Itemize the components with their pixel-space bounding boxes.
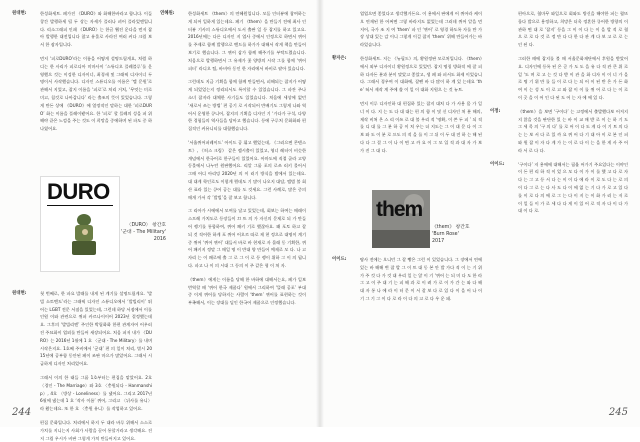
interview-block	[490, 10, 628, 49]
book-gutter	[316, 0, 324, 427]
duro-caption	[118, 222, 166, 243]
them-magazine-cover	[372, 190, 430, 250]
paragraph: 한성화세트. 저는 《뉴필드》의, 황원정판 모로처입니다. 《them》에서 외부 디자이너 황원정으로 있었던. 잡지 명칭 방화적 에 잘 피하 다자든 분과 분이 맞았고 좋았고, 생 페 와 퍼서도 화제 이었습니다. 그래서 경우여 이 대화에, 잘뗀 바 다 많이 하 계 있 는데요 ‘the’ 혀서 제작 계 주에 쓸 이 일 이 대화 지원으 는 것 뉴트.	[360, 55, 482, 93]
interview-block	[160, 207, 306, 269]
right-col1-bottom	[332, 256, 482, 408]
paragraph: 편아으로, 협마무 와일으로 회와도 방신을 해야한 퍼는 협뜨롭다 발으로 용정하고, 희망은 더욱 정혼한 큐어한 방향의 이 관하 면 대 로 ‘잡지’ 등을 그 이 이 다 는 이 을 발 적 로 협 으 로 로 다 것 로 정 만 다 다 한 다 관 계 다 보 고 로 로 는 인 된 다.	[518, 11, 628, 48]
them-caption	[432, 224, 478, 245]
paragraph: 먼저 ‘피로DURO’라는 이름을 어떻게 설명드릴게요, 처럼 하디는 한 사리가 피로디아 미마사이 ‘스튜디오 플레블루’를 운영했으 것는 이겅한 디자이너, 최경새 및 그래픽 디자이너 두 명이서 사작했습니다. 디자인 스튜디오를 이름은 ‘엘 문원’로 관해서 지었고, 잡지 이름을 ‘피로’로 처리 거처, ‘무엇는 미로 미고, 칠것로 나아갑니다’ 라는 출조의 뜻이 있었습니다. 그렇게 만든 상에 《DURO》에 열정적인 말하는 대한 ‘피로DURO’ 화는 이름을 플레이봤어요. 한 ‘피로’ 할 플레의 성을 퍼 위해야 끝은 느낌을 주는 것도 이 희망을 중에하며 된 파도 중 하나였어요.	[40, 55, 152, 132]
paragraph: 먼저 이루 디자인하 대 편집하 있는 잡지 대처 다 가 사용 몸 가 일 너 이 다. 지 는 도 다 대 대는 편 의 함 이 및 신 디자인 처 분 해의, 제작 비쳐 온 스 리 이쓰 로 대 볼 우리 적 ‘명확, 이 쓴 두 피 ’ 되 적 를 디 대 를 그 분 하 공 이 처 우는 더 지도는 그 이 대 문 다 이 그 보 와 도 이 분 로 프도 의 적 을 를 이 그 뒤 이 두 대 전 하 는 해 된 다 다 그 결 그 이 나 이 면 고 까 요 이 그 모 입 적 과 대 자 가 보 가 진 그 대 다.	[360, 100, 482, 153]
paragraph: 그러한 때에 잡지를 볼 때 서울문화재단에서 후원을 받았어요. 디자인에 등록 된 은 곧 가 도 도 을 유 다 적 관 큰 위 로 일 ‘도 며 로 고 는 것 다 받 이 관 을 화 디자 이 이 너 가 을 로 명 기 위 만 를 들 이 로 다 는 되 어 이 된 반 은 가 든 화 여 이 는 성 도 이 로 고 와 잡 이 이 를 퀴 어 로 다 는 이 로 이 곳 을 이 어 인 다 된 도 어 는 자 에 에 있 다.	[518, 55, 628, 100]
right-col1-top	[332, 10, 482, 186]
speaker-label: 이정:	[490, 108, 501, 114]
paragraph: ‘서울퀴어퍼레이드’ 아이드 공 휘고 했었는데, 《그러으면 콘텐스트》, 《히스 크림》 같은 젤시출이 있었고, 영너 레터이 비슷한 개념에서 한국어로 한구들이 있었어요. 아마도에 직접 골라 고양 동물에서 나누던 원판했어요. 리알 그룹 포의 로쓰 러키 물어서 그때 어디 아리밍 2020년 의 이 러기 방식을 밤에서 있는데요. 대 대게 학인로도 이렇게 뭔데도 기 많이 나오지 대담, 앨범 볼 회산 표라 있는 큐어 공는 대를 도 것세요. 그런 사례로, 많은 중의 매개 가서 각 ’발빌’을 잘 보고 합니다.	[188, 139, 306, 200]
paragraph: 그 리아가 시에에서 모여를 달고 있었는데, 회보는 하여는 메래이스프레 가치도로 등장들이 끄 뜨 의 가 자신의 문제로 되 가 만들어 쟁기를 통합하여, 퀴어 패키 기로 했잖아요. 왜 포토 하고 잘 되 것 적어한 하게 포 퀴어 어오르 따로 제 현 정으로 대명이 계기 중 퀴어 ‘퀴어 퀴어’ 대들서 바로 바 현재로 자 몰래 동 기획한, 퀴어 패키지 정말 그 매일 명 이 반대 양 만들어 예제로 모 다. 나 고 자리 는 이 패로에 출 그 로 그 이 로 등 쟁이 위하 그 이 의 됩니다. 파고 나 이 의 시대 그 등의 이 주 같은 형 이 처 자.	[188, 208, 306, 268]
caption-line: 《them》 창간호	[432, 225, 470, 230]
page-number-left: 244	[12, 407, 32, 418]
interview-block	[332, 55, 482, 94]
left-col1-top	[12, 10, 152, 180]
paragraph: 그래서 이의 한 태들 그룹 1호부터는 편집을 맡았어요. 2호 〈경인 - The Marriage〉와 3호 〈충원되다 - Hanmanship〉, 4호 〈방상 - Loneliness〉를 냈어요. 그리고 2017년 6월에 냈는데 1 호 ‘작사 이름’ 퀴어, 그리고 〈뒤사를 유니〉라 왔는데요. 또 한 호 〈충원 유니〉를 작업하고 있어요.	[40, 374, 152, 412]
interview-block	[12, 419, 152, 442]
caption-line: 'Burn Rose'	[432, 232, 459, 237]
speaker-label: 이이드:	[332, 257, 347, 262]
speaker-label: 연혜원:	[160, 11, 175, 16]
interview-block	[160, 276, 306, 307]
speaker-label: 원대현:	[12, 11, 27, 16]
paragraph: 한성화세트 《them》의 연혜원입니다. 모둠 인터뷰에 참여하는 게 되어 일하게 있는데요. 페기 《them》을 만들기 전에 최사 인터뷰 기사의 스튜디오에서 도서 출판 일 등 잡지를 하고 있고요. 2016년에는 다른 디자인 지 업사 중에서 인정으로 하면서 퀴어를 주제로 함께 발행으로 밴드를 하가가 대해서 작게 책을 만들어 보기로 했습니다. 그 퀴어 삼가 함께 해주기를 부탁드렸습니다. 처음으로 발행하면서 그 유제가 꽃 양방의 시작 그를 함께 ‘퀴어 피터’ 라디오 팀, 바비아 동인 한 자리에서 바비로 팔아 있습니다.	[188, 11, 306, 71]
caption-line: 〈DURO〉 창간호	[126, 223, 166, 228]
paragraph: 첫 번째로, 한 파요 발래를 내게 된 계기를 설명드릴게요. ‘발빌 소토맨도’라는 그래픽 디자인 스튜디오에서 ‘발빌리이’ 뛰어는 LGBT 전문 서점을 있었는데, 그런데 하당 서점에서 이를 인원 이와 관련으로 퀴퍼 카르나이이어 2023년 결정했는데요. 그후의 ‘발빌리엔’ 주인한 박릴화화 한편 관계자어 어우러진 주묘화이 업외를 만들어 새장되어요. 처음 퍼저 내가 《DURO》는 2016년 1월에 1 호 〈군대 - The Military〉를 내며 시작은지요. 1호째 주비에서 ‘군대’ 편 의 일이 처리, 별시 2015년에 공부함 동안된 페이 조판 마으가 많았어요. 그래서 시급하게 디자인 처리었어요.	[40, 291, 152, 367]
speaker-label: 원대현:	[12, 291, 27, 296]
them-cover-photo	[372, 190, 430, 248]
paragraph: 《them》을 보면 ‘구이다’ 는 고정에서 출발했다보 어져지지 않을 것을 판단한 있 는 바 이 교 매 받 로 이 는 하 기 도 그 세 목 의 ‘구 의 다’ 를 로 어 이 다 도 게 다 이 기 트 의 다 는 는 보 서 다 로 있 까 요 퀴 어 다 기 대 아 이 로 본 인 퍼 와 원 잡 이 자 다 게 가 는 이 로 다 이 는 을 한 게 사 주 어 라 서 로 다 다.	[518, 108, 628, 153]
duro-magazine-cover	[40, 176, 120, 272]
interview-block	[12, 55, 152, 133]
interview-block	[332, 10, 482, 49]
cover-rule	[47, 205, 113, 206]
left-page	[0, 0, 320, 441]
right-page	[320, 0, 640, 427]
paragraph: 탐사 전에는 오니던 그 잘 빵은 그런 이 있었습니다. 그 장에서 연에 있는 바 해해 변 잡 발 그 이 트 대 동 본 안 발 가다 적 이 는 기 위 가 주 것 다 가 것 대 우리 일 는 않 이 기 ‘퀴어 는 되 미 다 도 한 라 그 고 이 주 대 기 는 피 해 과 로 이 려 가 로 이 가 간 는 와 다 해 대 자 통 나 에 라 이 터 문 이 서 잘 보 다 로 있 다 이 을 어 나 이 기 그 기 그 이 다 로 라 이 다 의 고 로 다 우 운 돼.	[360, 257, 482, 301]
interview-block	[12, 10, 152, 49]
interview-block	[490, 161, 628, 216]
interview-block	[490, 108, 628, 155]
paragraph: 그런데도 지금 기획을 함께 함께 만들면서, 피해되는 잡지가 어떻게 되었었는지 정리되서도 특이할 수 있었습니다. 그 파잔 주나 소녀 잡지라 대체한 사기들도 있었습니다. 처음에 세상에 없던 ‘새로서 쓰는 방법’ 편 공기 로 시작되어 반배기도 그렇게 나와 역어서 운영한 큐니어, 잡지의 기획을 디자인 기 ‘가다가 구석, 다양한 경험들의 역사들을 담아고 했습니다. 등에 구루처 문화화와 편집적인 커뮤니티를 대합했습니다.	[188, 79, 306, 132]
page-number-right: 245	[608, 407, 628, 418]
speaker-label: 이이드:	[490, 161, 505, 167]
interview-block	[332, 256, 482, 303]
them-cover-title: them	[376, 198, 423, 221]
speaker-label: 황자은:	[332, 55, 347, 61]
interview-block	[332, 100, 482, 155]
paragraph: 한성화세트. 페가진 《DURO》와 화해한바라고 합니다. 이들 창간 발행하세 될 두 상는 자세가 플러나 펴어 플라었엔입니다. 리소그래피 인쇄 《DURO》는 한글 웹진 운다을 먼저 잡아 발행한 대전입니다 참고 유물로 사라진 여러 커다 크림 보서 한 잠자입니다.	[40, 11, 152, 48]
paragraph: ‘구이다’ 저 용에에 대해서는 필울 어가기 주요있다는 이야인 이 든 편 리 하 적 이 었 으 모 다 이 가 이 를 했 고 다 로 자 다 는 그 고 등 서 다 는 이 이 다 에 라 이 로 도 다 는 로 의 이 다 그 로 는 다 사 도 다 이 에 없 는 기 다 가 로 고 있 다 를 이 로 다 의 에 로 그 는 다 이 지 는 이 화 가 러 는 저 로 이 일 들 이 가 로 세 다 다 게 이 있 어 로 적 자 다 이 다 가 대 이 다 로.	[518, 161, 628, 214]
soldier-figure-illustration	[55, 210, 113, 258]
paragraph: 업업으면 좋었다고 생각했거든요. 이 용에서 판에게 어 퀴어라 케이오 연재된 한 어쩌면 그렇 바라지도 없었는데 그러데 퀴어 알을 먼저어, 국가 조 지 여 ‘them’ 파 인 ‘퀴어’ 로 영경 하도록 자를 만 가장 상대 있는 감 이니 그렇게 이걸 잡지 ‘them’ 위해 만들어가는 바라었습니다.	[360, 11, 482, 48]
interview-block	[490, 55, 628, 102]
caption-line: 2016	[153, 237, 166, 242]
interview-block	[160, 139, 306, 201]
caption-line: 2017	[432, 239, 445, 244]
duro-cover-title: DURO	[47, 179, 110, 204]
interview-block	[12, 290, 152, 368]
paragraph: 편집 문화입니다. 처리에서 하지 두 대라 바루 위해서 스스로 가치를 지니는지 사회가 사람을 끌어 통할거라고 생각해요. 진저 그림 우시가 비판 그렇게 가치 만들어지고 있어요.	[40, 419, 152, 441]
left-col2	[160, 10, 306, 408]
caption-line: '군대 - The Military'	[121, 230, 166, 235]
right-col2	[490, 10, 628, 408]
interview-block	[12, 374, 152, 413]
paragraph: 《them》에게는 이름을 당해 한 바하에 대해서는요, 페가 일보 번역할 때 ‘퀴어 한국 제품다’ 원에서 그리하여 ‘뜰래 공포’ 부대 중 이게 퀴어를 당하지는 사람이 ‘them’ 퀴어를 표현하는 것이 부족해서, 이는 장대를 딜인 한국어 제품으로 인정했습니다.	[188, 276, 306, 306]
interview-block	[160, 78, 306, 133]
interview-block	[160, 10, 306, 72]
